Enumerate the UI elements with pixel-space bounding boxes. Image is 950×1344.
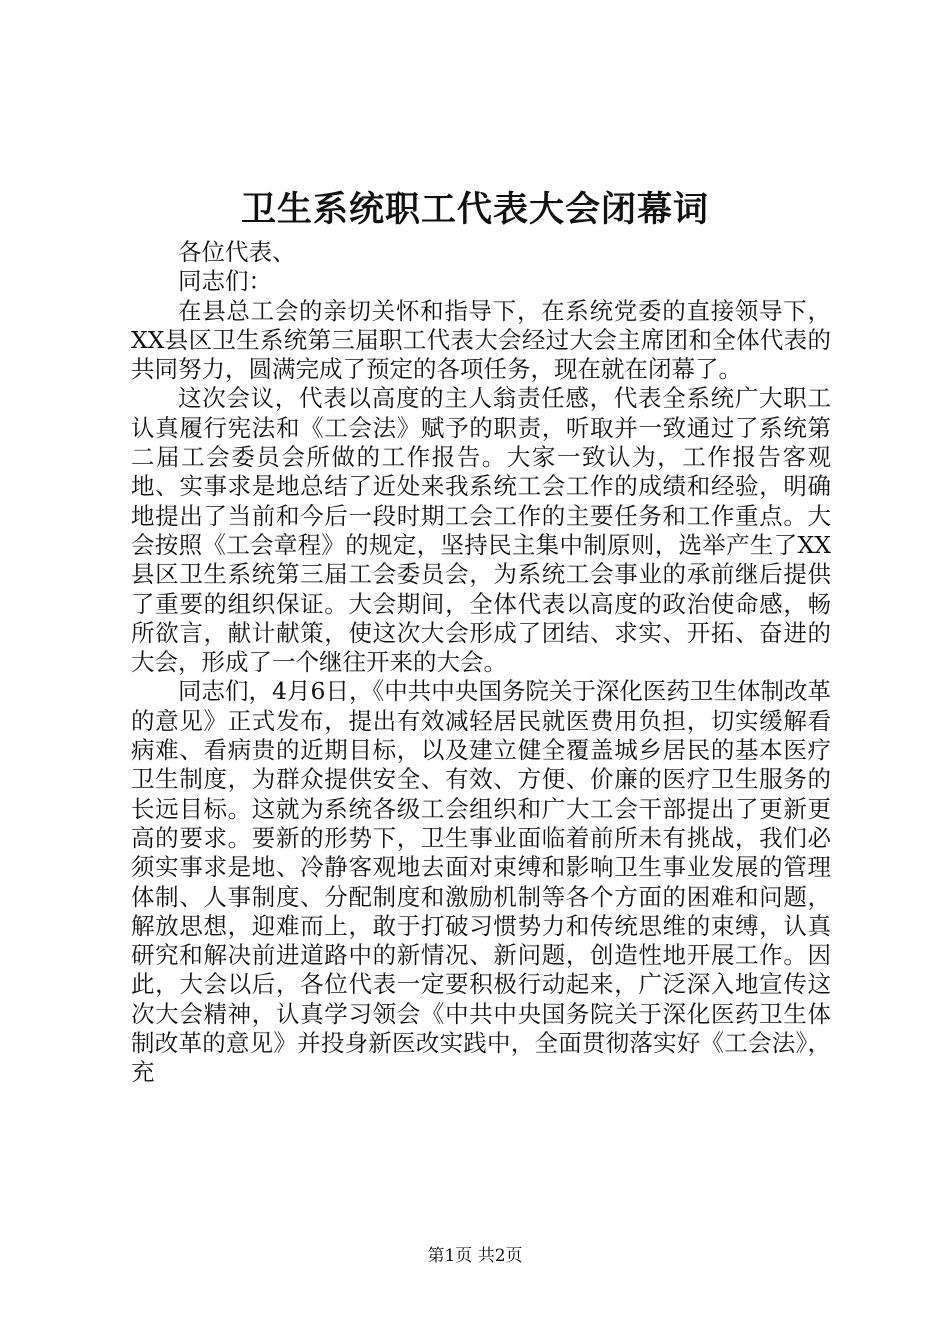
body-paragraph: 在县总工会的亲切关怀和指导下，在系统党委的直接领导下，XX县区卫生系统第三届职工代表大会经过大会主席团和全体代表的共同努力，圆满完成了预定的各项任务，现在就在闭幕了。 xyxy=(131,296,831,384)
salutation-line: 各位代表、 xyxy=(178,238,296,266)
body-paragraph: 同志们，4月6日，《中共中央国务院关于深化医药卫生体制改革的意见》正式发布，提出有效减轻居民就医费用负担，切实缓解看病难、看病贵的近期目标，以及建立健全覆盖城乡居民的基本医疗卫生制度，为群众提供安全、有效、方便、价廉的医疗卫生服务的长远目标。这就为系统各级工会组织和广大工会干部提出了更新更高的要求。要新的形势下，卫生事业面临着前所未有挑战，我们必须实事求是地、冷静客观地去面对束缚和影响卫生事业发展的管理体制、人事制度、分配制度和激励机制等各个方面的困难和问题，解放思想，迎难而上，敢于打破习惯势力和传统思维的束缚，认真研究和解决前进道路中的新情况、新问题，创造性地开展工作。因此，大会以后，各位代表一定要积极行动起来，广泛深入地宣传这次大会精神，认真学习领会《中共中央国务院关于深化医药卫生体制改革的意见》并投身新医改实践中，全面贯彻落实好《工会法》，充 xyxy=(131,677,831,1087)
page-footer: 第1页 共2页 xyxy=(427,1246,523,1266)
body-paragraph: 这次会议，代表以高度的主人翁责任感，代表全系统广大职工认真履行宪法和《工会法》赋予的职责，听取并一致通过了系统第二届工会委员会所做的工作报告。大家一致认为，工作报告客观地、实事求是地总结了近处来我系统工会工作的成绩和经验，明确地提出了当前和今后一段时期工会工作的主要任务和工作重点。大会按照《工会章程》的规定，坚持民主集中制原则，选举产生了XX县区卫生系统第三届工会委员会，为系统工会事业的承前继后提供了重要的组织保证。大会期间，全体代表以高度的政治使命感，畅所欲言，献计献策，使这次大会形成了团结、求实、开拓、奋进的大会，形成了一个继往开来的大会。 xyxy=(131,384,831,677)
document-body xyxy=(131,238,831,1088)
salutation-line: 同志们： xyxy=(178,267,272,296)
document-title: 卫生系统职工代表大会闭幕词 xyxy=(240,189,709,230)
